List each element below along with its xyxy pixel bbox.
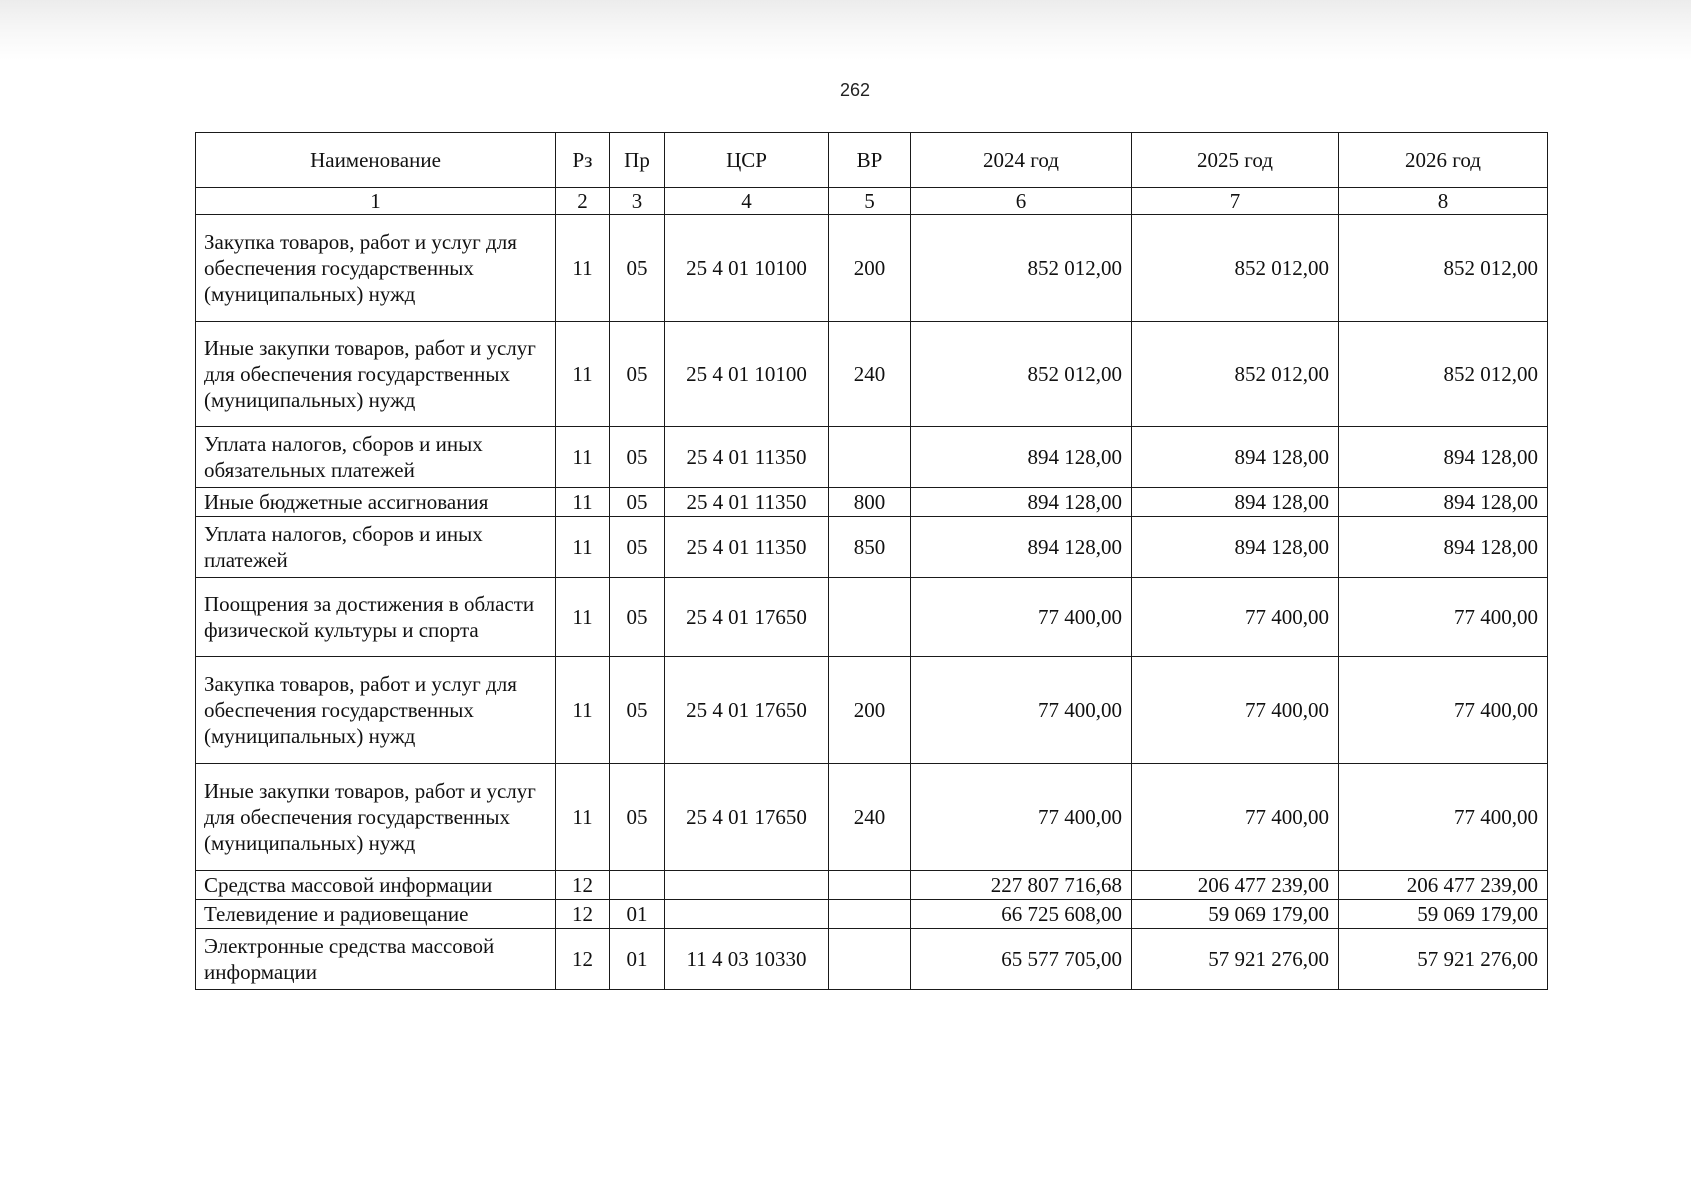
table-row [196, 900, 1548, 929]
header-vr: ВР [829, 133, 911, 188]
table-row [196, 517, 1548, 578]
header-name: Наименование [196, 133, 556, 188]
table-row [196, 578, 1548, 657]
cell-2026: 852 012,00 [1339, 215, 1548, 322]
column-number: 3 [610, 188, 665, 215]
cell-csr: 25 4 01 11350 [665, 517, 829, 578]
cell-2024: 894 128,00 [911, 517, 1132, 578]
cell-2026: 206 477 239,00 [1339, 871, 1548, 900]
cell-rz: 11 [556, 488, 610, 517]
cell-vr [829, 871, 911, 900]
cell-2025: 57 921 276,00 [1132, 929, 1339, 990]
cell-vr: 850 [829, 517, 911, 578]
cell-2024: 852 012,00 [911, 215, 1132, 322]
cell-csr: 25 4 01 17650 [665, 657, 829, 764]
cell-pr: 05 [610, 578, 665, 657]
column-number: 4 [665, 188, 829, 215]
cell-pr: 01 [610, 929, 665, 990]
column-number: 8 [1339, 188, 1548, 215]
cell-vr: 200 [829, 215, 911, 322]
cell-pr: 05 [610, 427, 665, 488]
cell-2025: 894 128,00 [1132, 427, 1339, 488]
cell-name: Иные закупки товаров, работ и услуг для обеспечения государственных (муниципальных) нужд [196, 764, 556, 871]
cell-csr: 25 4 01 17650 [665, 764, 829, 871]
cell-2026: 852 012,00 [1339, 322, 1548, 427]
cell-2026: 894 128,00 [1339, 517, 1548, 578]
header-pr: Пр [610, 133, 665, 188]
cell-2025: 894 128,00 [1132, 488, 1339, 517]
cell-rz: 12 [556, 871, 610, 900]
header-2025: 2025 год [1132, 133, 1339, 188]
table-row [196, 488, 1548, 517]
cell-vr [829, 578, 911, 657]
cell-pr: 05 [610, 657, 665, 764]
cell-2026: 894 128,00 [1339, 488, 1548, 517]
table-row [196, 215, 1548, 322]
cell-rz: 11 [556, 517, 610, 578]
cell-csr [665, 900, 829, 929]
cell-2025: 206 477 239,00 [1132, 871, 1339, 900]
cell-csr: 25 4 01 17650 [665, 578, 829, 657]
cell-vr: 240 [829, 322, 911, 427]
cell-pr: 05 [610, 764, 665, 871]
table-row [196, 871, 1548, 900]
cell-2024: 227 807 716,68 [911, 871, 1132, 900]
cell-2026: 77 400,00 [1339, 764, 1548, 871]
cell-pr: 05 [610, 322, 665, 427]
cell-pr: 05 [610, 517, 665, 578]
cell-csr: 11 4 03 10330 [665, 929, 829, 990]
header-rz: Рз [556, 133, 610, 188]
cell-rz: 11 [556, 578, 610, 657]
cell-2025: 59 069 179,00 [1132, 900, 1339, 929]
cell-name: Иные бюджетные ассигнования [196, 488, 556, 517]
column-number: 7 [1132, 188, 1339, 215]
cell-2024: 65 577 705,00 [911, 929, 1132, 990]
cell-2026: 59 069 179,00 [1339, 900, 1548, 929]
cell-vr [829, 900, 911, 929]
cell-2024: 894 128,00 [911, 427, 1132, 488]
cell-2024: 894 128,00 [911, 488, 1132, 517]
cell-csr: 25 4 01 10100 [665, 322, 829, 427]
cell-name: Закупка товаров, работ и услуг для обеспечения государственных (муниципальных) нужд [196, 657, 556, 764]
budget-table [195, 132, 1548, 990]
cell-rz: 11 [556, 427, 610, 488]
cell-rz: 11 [556, 657, 610, 764]
cell-csr: 25 4 01 11350 [665, 488, 829, 517]
cell-vr: 240 [829, 764, 911, 871]
cell-2026: 77 400,00 [1339, 657, 1548, 764]
table-row [196, 657, 1548, 764]
cell-csr [665, 871, 829, 900]
cell-2024: 77 400,00 [911, 657, 1132, 764]
cell-name: Электронные средства массовой информации [196, 929, 556, 990]
header-2024: 2024 год [911, 133, 1132, 188]
cell-name: Телевидение и радиовещание [196, 900, 556, 929]
cell-pr: 05 [610, 215, 665, 322]
column-number-row [196, 188, 1548, 215]
cell-name: Поощрения за достижения в области физической культуры и спорта [196, 578, 556, 657]
column-number: 1 [196, 188, 556, 215]
cell-vr [829, 929, 911, 990]
table-row [196, 322, 1548, 427]
cell-rz: 12 [556, 900, 610, 929]
cell-name: Средства массовой информации [196, 871, 556, 900]
cell-name: Закупка товаров, работ и услуг для обеспечения государственных (муниципальных) нужд [196, 215, 556, 322]
cell-2024: 852 012,00 [911, 322, 1132, 427]
scan-edge-shading [0, 0, 1691, 60]
column-number: 6 [911, 188, 1132, 215]
cell-2026: 77 400,00 [1339, 578, 1548, 657]
cell-2025: 852 012,00 [1132, 322, 1339, 427]
cell-2025: 77 400,00 [1132, 578, 1339, 657]
cell-csr: 25 4 01 10100 [665, 215, 829, 322]
table-row [196, 929, 1548, 990]
cell-2026: 894 128,00 [1339, 427, 1548, 488]
cell-pr [610, 871, 665, 900]
cell-name: Уплата налогов, сборов и иных обязательных платежей [196, 427, 556, 488]
cell-rz: 11 [556, 215, 610, 322]
cell-vr: 800 [829, 488, 911, 517]
header-row [196, 133, 1548, 188]
cell-vr [829, 427, 911, 488]
cell-name: Иные закупки товаров, работ и услуг для обеспечения государственных (муниципальных) нужд [196, 322, 556, 427]
header-2026: 2026 год [1339, 133, 1548, 188]
cell-2025: 852 012,00 [1132, 215, 1339, 322]
cell-rz: 12 [556, 929, 610, 990]
column-number: 2 [556, 188, 610, 215]
cell-rz: 11 [556, 764, 610, 871]
cell-csr: 25 4 01 11350 [665, 427, 829, 488]
cell-2024: 77 400,00 [911, 764, 1132, 871]
column-number: 5 [829, 188, 911, 215]
cell-2024: 66 725 608,00 [911, 900, 1132, 929]
cell-rz: 11 [556, 322, 610, 427]
header-csr: ЦСР [665, 133, 829, 188]
cell-2025: 77 400,00 [1132, 657, 1339, 764]
cell-vr: 200 [829, 657, 911, 764]
cell-2025: 77 400,00 [1132, 764, 1339, 871]
table-row [196, 764, 1548, 871]
cell-2025: 894 128,00 [1132, 517, 1339, 578]
cell-pr: 01 [610, 900, 665, 929]
cell-2024: 77 400,00 [911, 578, 1132, 657]
table-row [196, 427, 1548, 488]
cell-pr: 05 [610, 488, 665, 517]
cell-name: Уплата налогов, сборов и иных платежей [196, 517, 556, 578]
page-number: 262 [839, 80, 871, 100]
cell-2026: 57 921 276,00 [1339, 929, 1548, 990]
